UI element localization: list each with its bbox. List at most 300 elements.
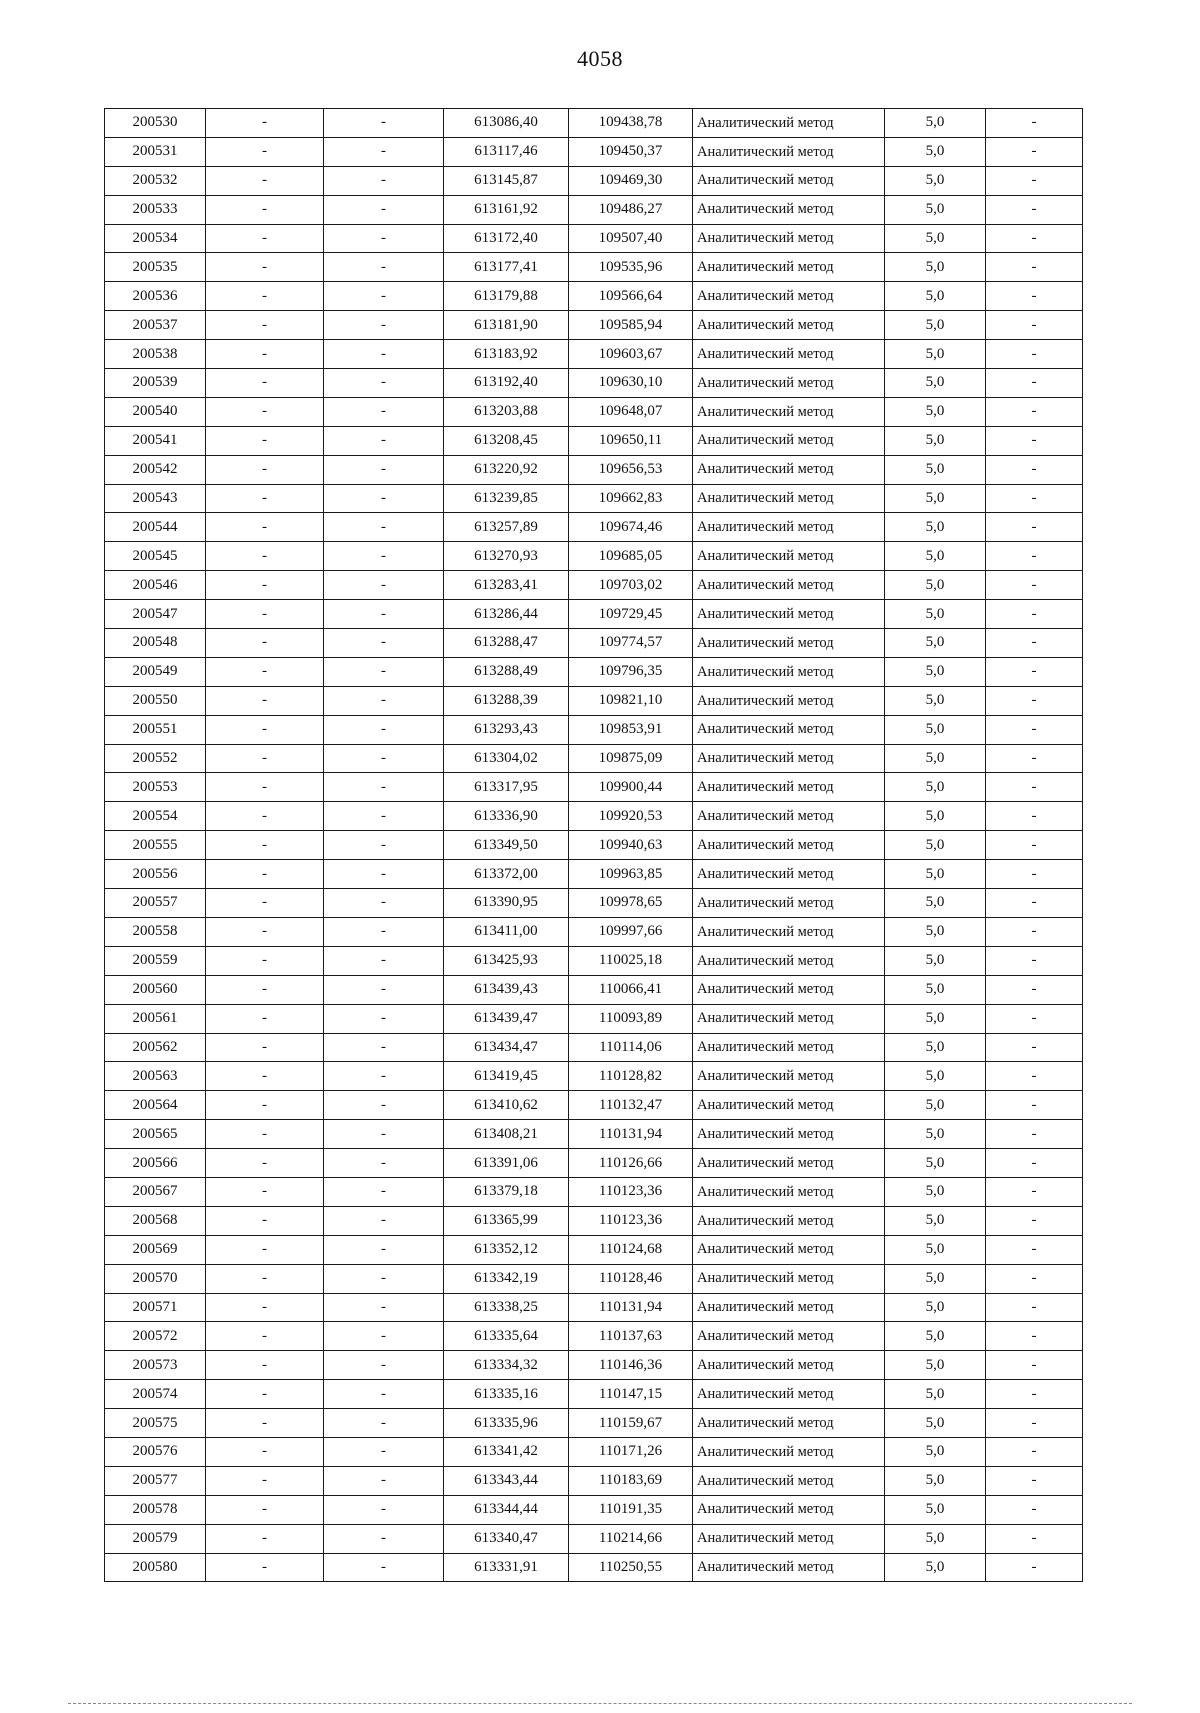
column-3-cell: - [324,1206,444,1235]
column-2-cell: - [206,1206,324,1235]
y-coordinate-cell: 109507,40 [569,224,693,253]
note-cell: - [986,1380,1083,1409]
column-2-cell: - [206,715,324,744]
x-coordinate-cell: 613117,46 [444,137,569,166]
column-3-cell: - [324,1149,444,1178]
x-coordinate-cell: 613335,96 [444,1409,569,1438]
accuracy-cell: 5,0 [885,715,986,744]
table-row [105,1235,1083,1264]
y-coordinate-cell: 109853,91 [569,715,693,744]
table-row [105,1062,1083,1091]
y-coordinate-cell: 110093,89 [569,1004,693,1033]
point-number-cell: 200543 [105,484,206,513]
point-number-cell: 200536 [105,282,206,311]
point-number-cell: 200562 [105,1033,206,1062]
column-3-cell: - [324,109,444,138]
x-coordinate-cell: 613439,43 [444,975,569,1004]
table-row [105,600,1083,629]
column-2-cell: - [206,1351,324,1380]
accuracy-cell: 5,0 [885,340,986,369]
column-3-cell: - [324,282,444,311]
y-coordinate-cell: 110123,36 [569,1206,693,1235]
y-coordinate-cell: 109703,02 [569,571,693,600]
x-coordinate-cell: 613179,88 [444,282,569,311]
method-cell: Аналитический метод [693,311,885,340]
y-coordinate-cell: 110066,41 [569,975,693,1004]
accuracy-cell: 5,0 [885,455,986,484]
method-cell: Аналитический метод [693,455,885,484]
column-2-cell: - [206,1264,324,1293]
method-cell: Аналитический метод [693,860,885,889]
y-coordinate-cell: 109438,78 [569,109,693,138]
x-coordinate-cell: 613391,06 [444,1149,569,1178]
method-cell: Аналитический метод [693,1524,885,1553]
point-number-cell: 200577 [105,1466,206,1495]
table-row [105,1091,1083,1120]
point-number-cell: 200547 [105,600,206,629]
table-row [105,426,1083,455]
method-cell: Аналитический метод [693,484,885,513]
table-row [105,686,1083,715]
y-coordinate-cell: 110131,94 [569,1293,693,1322]
column-2-cell: - [206,802,324,831]
table-row [105,311,1083,340]
accuracy-cell: 5,0 [885,195,986,224]
column-3-cell: - [324,773,444,802]
column-3-cell: - [324,1524,444,1553]
column-2-cell: - [206,1004,324,1033]
note-cell: - [986,773,1083,802]
y-coordinate-cell: 110114,06 [569,1033,693,1062]
method-cell: Аналитический метод [693,975,885,1004]
column-2-cell: - [206,686,324,715]
table-row [105,513,1083,542]
point-number-cell: 200572 [105,1322,206,1351]
y-coordinate-cell: 110132,47 [569,1091,693,1120]
column-3-cell: - [324,1177,444,1206]
method-cell: Аналитический метод [693,369,885,398]
column-2-cell: - [206,137,324,166]
point-number-cell: 200544 [105,513,206,542]
column-2-cell: - [206,282,324,311]
x-coordinate-cell: 613408,21 [444,1120,569,1149]
method-cell: Аналитический метод [693,571,885,600]
y-coordinate-cell: 110131,94 [569,1120,693,1149]
table-row [105,889,1083,918]
point-number-cell: 200537 [105,311,206,340]
coordinates-table [104,108,1083,1582]
x-coordinate-cell: 613288,47 [444,629,569,658]
method-cell: Аналитический метод [693,1351,885,1380]
column-2-cell: - [206,1437,324,1466]
accuracy-cell: 5,0 [885,975,986,1004]
y-coordinate-cell: 109997,66 [569,917,693,946]
note-cell: - [986,224,1083,253]
method-cell: Аналитический метод [693,1553,885,1582]
x-coordinate-cell: 613203,88 [444,397,569,426]
table-row [105,253,1083,282]
accuracy-cell: 5,0 [885,860,986,889]
method-cell: Аналитический метод [693,253,885,282]
note-cell: - [986,484,1083,513]
column-3-cell: - [324,744,444,773]
note-cell: - [986,1264,1083,1293]
y-coordinate-cell: 109940,63 [569,831,693,860]
y-coordinate-cell: 110250,55 [569,1553,693,1582]
table-body [105,109,1083,1582]
table-row [105,715,1083,744]
note-cell: - [986,715,1083,744]
x-coordinate-cell: 613172,40 [444,224,569,253]
table-row [105,137,1083,166]
note-cell: - [986,1177,1083,1206]
table-row [105,1553,1083,1582]
point-number-cell: 200546 [105,571,206,600]
note-cell: - [986,975,1083,1004]
y-coordinate-cell: 110025,18 [569,946,693,975]
table-row [105,397,1083,426]
column-3-cell: - [324,1380,444,1409]
y-coordinate-cell: 109920,53 [569,802,693,831]
method-cell: Аналитический метод [693,166,885,195]
accuracy-cell: 5,0 [885,166,986,195]
column-3-cell: - [324,1322,444,1351]
column-2-cell: - [206,1091,324,1120]
method-cell: Аналитический метод [693,629,885,658]
x-coordinate-cell: 613192,40 [444,369,569,398]
column-3-cell: - [324,1091,444,1120]
y-coordinate-cell: 110128,82 [569,1062,693,1091]
accuracy-cell: 5,0 [885,686,986,715]
column-2-cell: - [206,195,324,224]
accuracy-cell: 5,0 [885,397,986,426]
column-2-cell: - [206,1120,324,1149]
column-2-cell: - [206,1380,324,1409]
method-cell: Аналитический метод [693,542,885,571]
column-2-cell: - [206,946,324,975]
table-row [105,917,1083,946]
method-cell: Аналитический метод [693,397,885,426]
column-2-cell: - [206,773,324,802]
point-number-cell: 200539 [105,369,206,398]
column-3-cell: - [324,1437,444,1466]
method-cell: Аналитический метод [693,1120,885,1149]
point-number-cell: 200545 [105,542,206,571]
accuracy-cell: 5,0 [885,600,986,629]
column-2-cell: - [206,571,324,600]
point-number-cell: 200579 [105,1524,206,1553]
column-2-cell: - [206,340,324,369]
method-cell: Аналитический метод [693,195,885,224]
note-cell: - [986,917,1083,946]
table-row [105,946,1083,975]
point-number-cell: 200548 [105,629,206,658]
accuracy-cell: 5,0 [885,1524,986,1553]
y-coordinate-cell: 109774,57 [569,629,693,658]
column-3-cell: - [324,224,444,253]
table-row [105,773,1083,802]
column-2-cell: - [206,889,324,918]
column-3-cell: - [324,975,444,1004]
method-cell: Аналитический метод [693,340,885,369]
column-3-cell: - [324,426,444,455]
note-cell: - [986,946,1083,975]
accuracy-cell: 5,0 [885,889,986,918]
accuracy-cell: 5,0 [885,571,986,600]
column-2-cell: - [206,166,324,195]
x-coordinate-cell: 613331,91 [444,1553,569,1582]
column-3-cell: - [324,571,444,600]
table-row [105,1264,1083,1293]
method-cell: Аналитический метод [693,917,885,946]
accuracy-cell: 5,0 [885,1206,986,1235]
table-row [105,860,1083,889]
accuracy-cell: 5,0 [885,1177,986,1206]
note-cell: - [986,253,1083,282]
method-cell: Аналитический метод [693,686,885,715]
column-3-cell: - [324,369,444,398]
point-number-cell: 200553 [105,773,206,802]
table-row [105,1437,1083,1466]
method-cell: Аналитический метод [693,513,885,542]
point-number-cell: 200580 [105,1553,206,1582]
note-cell: - [986,1466,1083,1495]
x-coordinate-cell: 613411,00 [444,917,569,946]
column-3-cell: - [324,1466,444,1495]
y-coordinate-cell: 109963,85 [569,860,693,889]
column-2-cell: - [206,253,324,282]
y-coordinate-cell: 110191,35 [569,1495,693,1524]
method-cell: Аналитический метод [693,1149,885,1178]
y-coordinate-cell: 110171,26 [569,1437,693,1466]
accuracy-cell: 5,0 [885,1033,986,1062]
note-cell: - [986,1091,1083,1120]
method-cell: Аналитический метод [693,1264,885,1293]
y-coordinate-cell: 109650,11 [569,426,693,455]
note-cell: - [986,109,1083,138]
accuracy-cell: 5,0 [885,1062,986,1091]
method-cell: Аналитический метод [693,1380,885,1409]
y-coordinate-cell: 110123,36 [569,1177,693,1206]
point-number-cell: 200538 [105,340,206,369]
table-row [105,195,1083,224]
accuracy-cell: 5,0 [885,542,986,571]
x-coordinate-cell: 613286,44 [444,600,569,629]
point-number-cell: 200541 [105,426,206,455]
y-coordinate-cell: 109656,53 [569,455,693,484]
method-cell: Аналитический метод [693,224,885,253]
point-number-cell: 200567 [105,1177,206,1206]
accuracy-cell: 5,0 [885,426,986,455]
table-row [105,1206,1083,1235]
y-coordinate-cell: 109900,44 [569,773,693,802]
column-2-cell: - [206,1177,324,1206]
column-2-cell: - [206,1495,324,1524]
x-coordinate-cell: 613183,92 [444,340,569,369]
table-row [105,629,1083,658]
column-2-cell: - [206,109,324,138]
point-number-cell: 200569 [105,1235,206,1264]
x-coordinate-cell: 613239,85 [444,484,569,513]
accuracy-cell: 5,0 [885,1235,986,1264]
note-cell: - [986,1495,1083,1524]
table-row [105,1293,1083,1322]
column-3-cell: - [324,340,444,369]
note-cell: - [986,629,1083,658]
table-row [105,484,1083,513]
y-coordinate-cell: 110126,66 [569,1149,693,1178]
method-cell: Аналитический метод [693,1004,885,1033]
x-coordinate-cell: 613317,95 [444,773,569,802]
point-number-cell: 200576 [105,1437,206,1466]
note-cell: - [986,1062,1083,1091]
column-3-cell: - [324,1409,444,1438]
note-cell: - [986,802,1083,831]
method-cell: Аналитический метод [693,1466,885,1495]
x-coordinate-cell: 613344,44 [444,1495,569,1524]
point-number-cell: 200573 [105,1351,206,1380]
column-2-cell: - [206,975,324,1004]
column-3-cell: - [324,137,444,166]
point-number-cell: 200554 [105,802,206,831]
x-coordinate-cell: 613283,41 [444,571,569,600]
method-cell: Аналитический метод [693,282,885,311]
column-2-cell: - [206,397,324,426]
note-cell: - [986,513,1083,542]
y-coordinate-cell: 109662,83 [569,484,693,513]
column-2-cell: - [206,1033,324,1062]
note-cell: - [986,1149,1083,1178]
accuracy-cell: 5,0 [885,744,986,773]
x-coordinate-cell: 613270,93 [444,542,569,571]
column-2-cell: - [206,224,324,253]
method-cell: Аналитический метод [693,1206,885,1235]
point-number-cell: 200557 [105,889,206,918]
y-coordinate-cell: 110137,63 [569,1322,693,1351]
x-coordinate-cell: 613390,95 [444,889,569,918]
table-row [105,340,1083,369]
column-3-cell: - [324,1120,444,1149]
note-cell: - [986,311,1083,340]
column-3-cell: - [324,657,444,686]
column-2-cell: - [206,1293,324,1322]
column-2-cell: - [206,542,324,571]
column-3-cell: - [324,166,444,195]
method-cell: Аналитический метод [693,946,885,975]
note-cell: - [986,1553,1083,1582]
x-coordinate-cell: 613208,45 [444,426,569,455]
note-cell: - [986,455,1083,484]
column-2-cell: - [206,1322,324,1351]
x-coordinate-cell: 613181,90 [444,311,569,340]
point-number-cell: 200534 [105,224,206,253]
table-row [105,975,1083,1004]
note-cell: - [986,1120,1083,1149]
y-coordinate-cell: 110146,36 [569,1351,693,1380]
note-cell: - [986,1322,1083,1351]
accuracy-cell: 5,0 [885,917,986,946]
x-coordinate-cell: 613336,90 [444,802,569,831]
column-2-cell: - [206,917,324,946]
column-3-cell: - [324,195,444,224]
column-2-cell: - [206,311,324,340]
accuracy-cell: 5,0 [885,513,986,542]
page-number: 4058 [577,46,623,71]
method-cell: Аналитический метод [693,831,885,860]
note-cell: - [986,369,1083,398]
note-cell: - [986,600,1083,629]
y-coordinate-cell: 109469,30 [569,166,693,195]
column-2-cell: - [206,1409,324,1438]
y-coordinate-cell: 110183,69 [569,1466,693,1495]
column-3-cell: - [324,484,444,513]
column-3-cell: - [324,1235,444,1264]
method-cell: Аналитический метод [693,1437,885,1466]
column-3-cell: - [324,831,444,860]
y-coordinate-cell: 109648,07 [569,397,693,426]
x-coordinate-cell: 613304,02 [444,744,569,773]
point-number-cell: 200533 [105,195,206,224]
column-2-cell: - [206,629,324,658]
y-coordinate-cell: 109535,96 [569,253,693,282]
column-3-cell: - [324,715,444,744]
table-row [105,1149,1083,1178]
y-coordinate-cell: 110214,66 [569,1524,693,1553]
column-3-cell: - [324,1553,444,1582]
method-cell: Аналитический метод [693,744,885,773]
x-coordinate-cell: 613334,32 [444,1351,569,1380]
x-coordinate-cell: 613145,87 [444,166,569,195]
x-coordinate-cell: 613340,47 [444,1524,569,1553]
y-coordinate-cell: 109821,10 [569,686,693,715]
note-cell: - [986,195,1083,224]
column-2-cell: - [206,1553,324,1582]
x-coordinate-cell: 613335,64 [444,1322,569,1351]
accuracy-cell: 5,0 [885,369,986,398]
y-coordinate-cell: 110159,67 [569,1409,693,1438]
column-3-cell: - [324,860,444,889]
column-3-cell: - [324,1264,444,1293]
x-coordinate-cell: 613288,39 [444,686,569,715]
column-3-cell: - [324,455,444,484]
column-2-cell: - [206,657,324,686]
note-cell: - [986,282,1083,311]
table-row [105,657,1083,686]
column-3-cell: - [324,1351,444,1380]
column-2-cell: - [206,1235,324,1264]
column-2-cell: - [206,860,324,889]
column-3-cell: - [324,686,444,715]
x-coordinate-cell: 613220,92 [444,455,569,484]
y-coordinate-cell: 110128,46 [569,1264,693,1293]
accuracy-cell: 5,0 [885,484,986,513]
table-row [105,1495,1083,1524]
table-row [105,1177,1083,1206]
point-number-cell: 200566 [105,1149,206,1178]
method-cell: Аналитический метод [693,657,885,686]
note-cell: - [986,1351,1083,1380]
note-cell: - [986,657,1083,686]
y-coordinate-cell: 109796,35 [569,657,693,686]
accuracy-cell: 5,0 [885,1466,986,1495]
column-3-cell: - [324,1495,444,1524]
method-cell: Аналитический метод [693,1091,885,1120]
table-row [105,224,1083,253]
x-coordinate-cell: 613341,42 [444,1437,569,1466]
x-coordinate-cell: 613365,99 [444,1206,569,1235]
accuracy-cell: 5,0 [885,253,986,282]
column-2-cell: - [206,484,324,513]
